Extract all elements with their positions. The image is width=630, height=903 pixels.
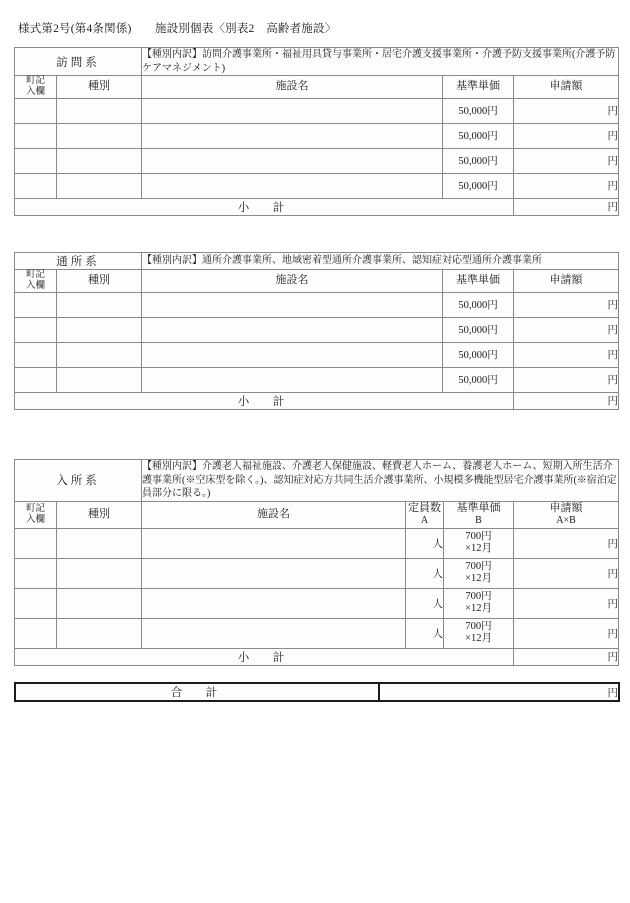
column-header-town-entry — [15, 501, 57, 528]
section-breakdown-residential: 【種別内訳】介護老人福祉施設、介護老人保健施設、軽費老人ホーム、養護老人ホーム、短期入所生活介護事業所(※空床型を除く。)、認知症対応方共同生活介護事業所、小規模多機能型居宅介護事業所(※宿泊定員部分に限る。) — [142, 461, 617, 499]
page-title: 様式第2号(第4条関係) 施設別個表〈別表2 高齢者施設〉 — [18, 23, 337, 35]
cell-application-amount[interactable]: 円 — [514, 528, 619, 558]
cell-facility-name[interactable] — [142, 173, 443, 198]
column-header-type: 種別 — [57, 76, 142, 99]
cell-facility-name[interactable] — [142, 98, 443, 123]
section-label-residential: 入所系 — [15, 460, 142, 502]
town-entry-line2: 入欄 — [25, 86, 45, 97]
column-header-capacity — [406, 501, 444, 528]
table-row — [15, 618, 619, 648]
cell-application-amount[interactable]: 円 — [514, 98, 619, 123]
cell-facility-name[interactable] — [142, 558, 406, 588]
cell-capacity[interactable]: 人 — [406, 528, 444, 558]
cell-capacity[interactable]: 人 — [406, 588, 444, 618]
table-row — [15, 342, 619, 367]
cell-base-unit-price — [444, 528, 514, 558]
cell-application-amount[interactable]: 円 — [514, 558, 619, 588]
cell-facility-name[interactable] — [142, 618, 406, 648]
cell-base-unit-price: 50,000円 — [443, 317, 514, 342]
base-unit-price-label: 基準単価 — [456, 501, 501, 514]
capacity-label: 定員数 — [408, 501, 441, 514]
cell-base-unit-price: 50,000円 — [443, 173, 514, 198]
town-entry-line1: 町記 — [25, 270, 45, 280]
column-header-application-amount — [514, 501, 619, 528]
cell-town-entry[interactable] — [15, 342, 57, 367]
column-header-facility-name: 施設名 — [142, 76, 443, 99]
grand-total-label: 合 計 — [15, 683, 379, 701]
column-header-facility-name: 施設名 — [142, 501, 406, 528]
cell-base-unit-price: 50,000円 — [443, 148, 514, 173]
column-header-base-unit-price: 基準単価 — [443, 270, 514, 293]
capacity-sublabel: A — [420, 515, 429, 527]
section-header-row — [15, 253, 619, 270]
cell-facility-name[interactable] — [142, 123, 443, 148]
section-day-service — [14, 252, 618, 410]
cell-application-amount[interactable]: 円 — [514, 588, 619, 618]
town-entry-line2: 入欄 — [25, 514, 45, 525]
section-visiting — [14, 47, 618, 216]
price-line2: ×12月 — [465, 543, 492, 555]
grand-total-section — [14, 682, 618, 702]
section-label-day-service: 通所系 — [15, 253, 142, 270]
town-entry-line1: 町記 — [25, 503, 45, 514]
price-line1: 700円 — [465, 590, 492, 602]
price-line2: ×12月 — [465, 633, 492, 645]
cell-facility-name[interactable] — [142, 588, 406, 618]
day-service-table — [14, 252, 619, 410]
grand-total-amount[interactable]: 円 — [379, 683, 619, 701]
cell-capacity[interactable]: 人 — [406, 558, 444, 588]
price-line2: ×12月 — [465, 573, 492, 585]
table-row — [15, 367, 619, 392]
subtotal-amount[interactable]: 円 — [514, 648, 619, 665]
grand-total-row — [15, 683, 619, 701]
cell-base-unit-price: 50,000円 — [443, 123, 514, 148]
price-line1: 700円 — [465, 560, 492, 572]
subtotal-row — [15, 392, 619, 409]
cell-type[interactable] — [57, 588, 142, 618]
column-header-base-unit-price — [444, 501, 514, 528]
section-breakdown-day-service: 【種別内訳】通所介護事業所、地域密着型通所介護事業所、認知症対応型通所介護事業所 — [142, 253, 619, 270]
column-header-row — [15, 76, 619, 99]
cell-application-amount[interactable]: 円 — [514, 292, 619, 317]
residential-table — [14, 459, 619, 666]
cell-town-entry[interactable] — [15, 98, 57, 123]
cell-type[interactable] — [57, 292, 142, 317]
subtotal-label: 小 計 — [15, 392, 514, 409]
cell-capacity[interactable]: 人 — [406, 618, 444, 648]
price-line1: 700円 — [465, 620, 492, 632]
visiting-table — [14, 47, 619, 216]
cell-town-entry[interactable] — [15, 148, 57, 173]
price-line2: ×12月 — [465, 603, 492, 615]
cell-type[interactable] — [57, 558, 142, 588]
section-header-row — [15, 48, 619, 76]
column-header-row — [15, 501, 619, 528]
table-row — [15, 528, 619, 558]
cell-application-amount[interactable]: 円 — [514, 148, 619, 173]
column-header-facility-name: 施設名 — [142, 270, 443, 293]
column-header-application-amount: 申請額 — [514, 76, 619, 99]
table-row — [15, 292, 619, 317]
section-label-visiting: 訪問系 — [15, 48, 142, 76]
cell-application-amount[interactable]: 円 — [514, 618, 619, 648]
cell-facility-name[interactable] — [142, 292, 443, 317]
cell-facility-name[interactable] — [142, 528, 406, 558]
town-entry-line2: 入欄 — [25, 280, 45, 291]
table-row — [15, 98, 619, 123]
table-row — [15, 558, 619, 588]
cell-application-amount[interactable]: 円 — [514, 342, 619, 367]
column-header-type: 種別 — [57, 270, 142, 293]
cell-base-unit-price — [444, 558, 514, 588]
cell-town-entry[interactable] — [15, 558, 57, 588]
cell-type[interactable] — [57, 342, 142, 367]
cell-facility-name[interactable] — [142, 148, 443, 173]
application-amount-sublabel: A×B — [556, 515, 576, 527]
table-row — [15, 123, 619, 148]
subtotal-amount[interactable]: 円 — [514, 392, 619, 409]
table-row — [15, 173, 619, 198]
base-unit-price-sublabel: B — [475, 515, 482, 527]
cell-town-entry[interactable] — [15, 528, 57, 558]
cell-application-amount[interactable]: 円 — [514, 317, 619, 342]
table-row — [15, 148, 619, 173]
cell-base-unit-price — [444, 618, 514, 648]
cell-town-entry[interactable] — [15, 618, 57, 648]
subtotal-label: 小 計 — [15, 198, 514, 215]
column-header-base-unit-price: 基準単価 — [443, 76, 514, 99]
subtotal-row — [15, 198, 619, 215]
cell-base-unit-price — [444, 588, 514, 618]
table-row — [15, 588, 619, 618]
cell-type[interactable] — [57, 618, 142, 648]
subtotal-amount[interactable]: 円 — [514, 198, 619, 215]
cell-type[interactable] — [57, 367, 142, 392]
subtotal-label: 小 計 — [15, 648, 514, 665]
column-header-town-entry — [15, 76, 57, 99]
section-residential — [14, 459, 618, 666]
column-header-town-entry — [15, 270, 57, 293]
town-entry-line1: 町記 — [25, 76, 45, 86]
cell-facility-name[interactable] — [142, 342, 443, 367]
column-header-row — [15, 270, 619, 293]
column-header-application-amount: 申請額 — [514, 270, 619, 293]
cell-town-entry[interactable] — [15, 292, 57, 317]
cell-base-unit-price: 50,000円 — [443, 367, 514, 392]
cell-type[interactable] — [57, 98, 142, 123]
application-amount-label: 申請額 — [549, 501, 583, 514]
cell-facility-name[interactable] — [142, 317, 443, 342]
cell-application-amount[interactable]: 円 — [514, 367, 619, 392]
cell-town-entry[interactable] — [15, 317, 57, 342]
cell-type[interactable] — [57, 173, 142, 198]
cell-facility-name[interactable] — [142, 367, 443, 392]
cell-base-unit-price: 50,000円 — [443, 98, 514, 123]
price-line1: 700円 — [465, 530, 492, 542]
column-header-type: 種別 — [57, 501, 142, 528]
cell-town-entry[interactable] — [15, 123, 57, 148]
cell-base-unit-price: 50,000円 — [443, 292, 514, 317]
subtotal-row — [15, 648, 619, 665]
cell-type[interactable] — [57, 148, 142, 173]
cell-application-amount[interactable]: 円 — [514, 123, 619, 148]
cell-type[interactable] — [57, 317, 142, 342]
cell-application-amount[interactable]: 円 — [514, 173, 619, 198]
cell-town-entry[interactable] — [15, 367, 57, 392]
cell-type[interactable] — [57, 528, 142, 558]
cell-base-unit-price: 50,000円 — [443, 342, 514, 367]
grand-total-table — [14, 682, 620, 702]
cell-town-entry[interactable] — [15, 173, 57, 198]
section-breakdown-visiting: 【種別内訳】訪問介護事業所・福祉用具貸与事業所・居宅介護支援事業所・介護予防支援事業所(介護予防ケアマネジメント) — [142, 48, 619, 76]
section-header-row — [15, 460, 619, 502]
cell-town-entry[interactable] — [15, 588, 57, 618]
cell-type[interactable] — [57, 123, 142, 148]
table-row — [15, 317, 619, 342]
